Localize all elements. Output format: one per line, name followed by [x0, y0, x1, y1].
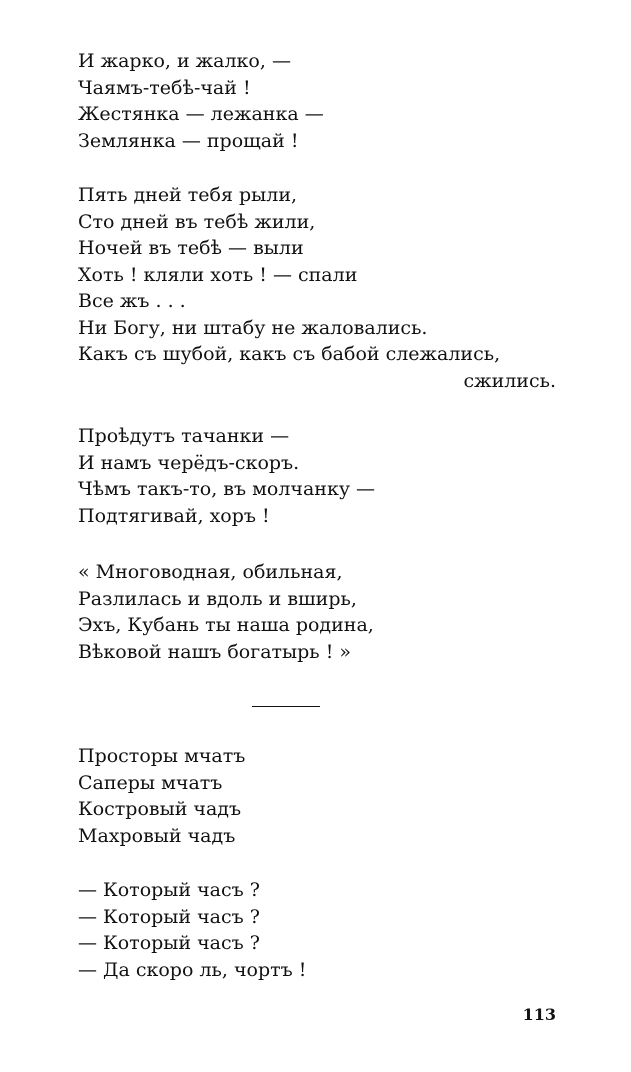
stanza-3: [78, 423, 558, 529]
poem-line: Эхъ, Кубань ты наша родина,: [78, 614, 374, 636]
section-divider: [252, 706, 320, 707]
poem-line: Вѣковой нашъ богатырь ! »: [78, 640, 351, 663]
poem-line: Все жъ . . .: [78, 290, 186, 312]
poem-line: — Который часъ ?: [78, 905, 260, 928]
poem-line: Пять дней тебя рыли,: [78, 184, 298, 206]
poem-line: И намъ черёдъ-скоръ.: [78, 451, 300, 474]
poem-line: Ни Богу, ни штабу не жаловались.: [78, 316, 428, 339]
stanza-1: [78, 48, 558, 154]
poem-line: Жестянка — лежанка —: [78, 103, 324, 125]
poem-line: — Который часъ ?: [78, 932, 260, 954]
poem-line: Ночей въ тебѣ — выли: [78, 237, 304, 259]
stanza-2: [78, 182, 558, 394]
poem-line: « Многоводная, обильная,: [78, 561, 343, 583]
page-number: 113: [522, 1005, 556, 1024]
poem-line: — Да скоро ль, чортъ !: [78, 958, 307, 981]
poem-line: Проѣдутъ тачанки —: [78, 425, 290, 447]
poem-line: Чѣмъ такъ-то, въ молчанку —: [78, 478, 376, 500]
poem-line: Махровый чадъ: [78, 824, 236, 847]
stanza-5: [78, 743, 558, 849]
stanza-4-song-quote: [78, 559, 558, 665]
poem-line: Землянка — прощай !: [78, 129, 299, 152]
poem-line: И жарко, и жалко, —: [78, 50, 291, 72]
poem-line: — Который часъ ?: [78, 879, 260, 901]
poem-line: Чаямъ-тебѣ-чай !: [78, 76, 251, 99]
poem-line: Хоть ! кляли хоть ! — спали: [78, 263, 358, 286]
poem-line: Просторы мчатъ: [78, 745, 246, 767]
poem-line: Подтягивай, хоръ !: [78, 504, 270, 527]
poem-line: Какъ съ шубой, какъ съ бабой слежались,: [78, 343, 501, 365]
poem-line: Костровый чадъ: [78, 798, 242, 820]
stanza-6: [78, 877, 558, 983]
poem-line: Разлилась и вдоль и вширь,: [78, 587, 357, 610]
poem-line: Сто дней въ тебѣ жили,: [78, 210, 316, 233]
poem-line-right-aligned: сжились.: [463, 369, 556, 392]
poem-line: Саперы мчатъ: [78, 771, 223, 794]
